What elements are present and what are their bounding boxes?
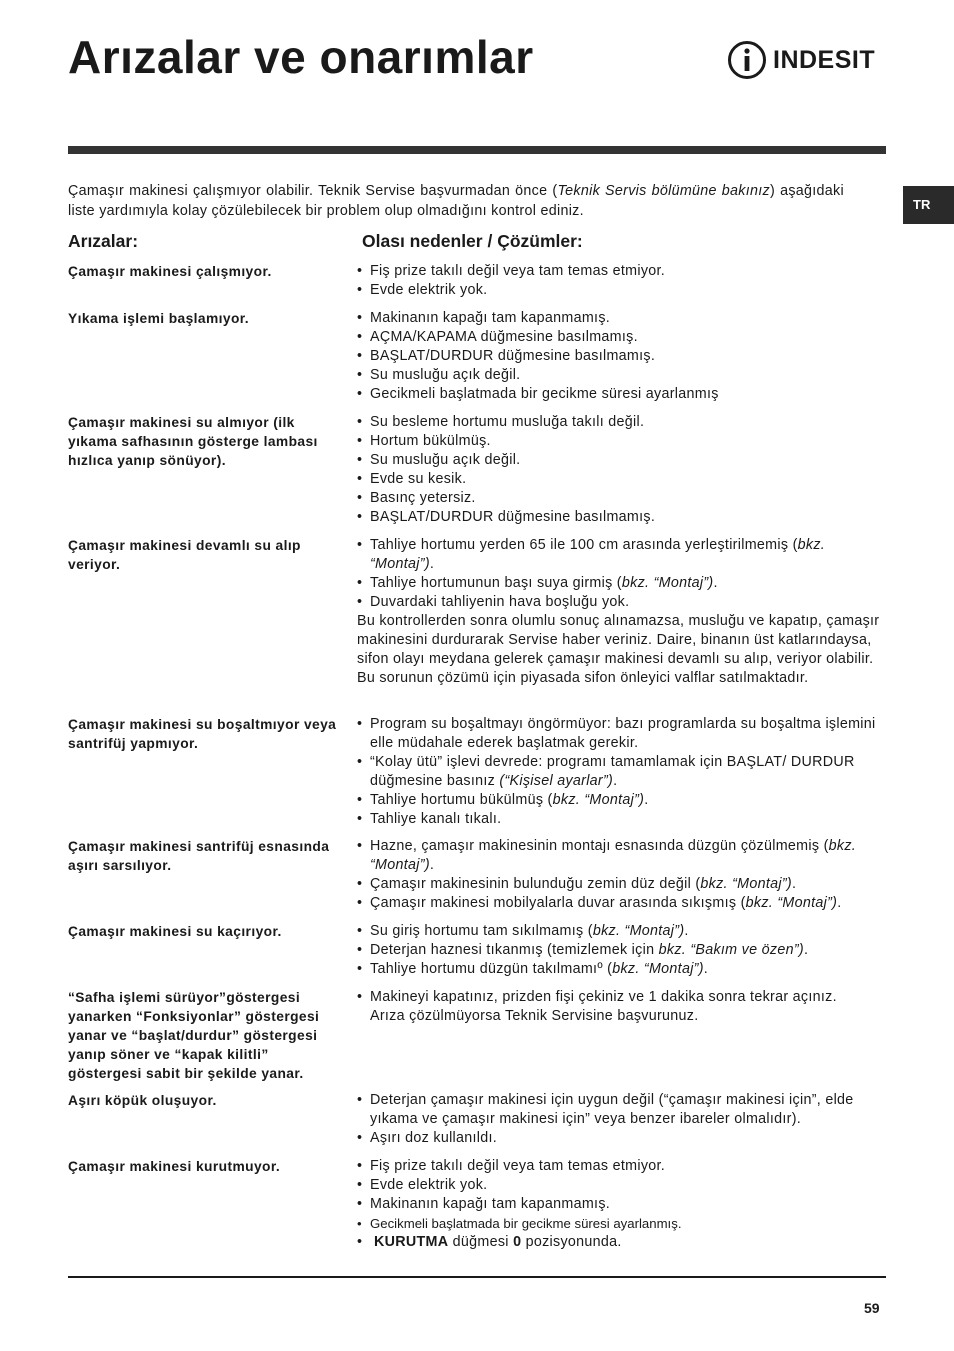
footer-rule [68, 1276, 886, 1278]
cause-item: • Tahliye kanalı tıkalı. [357, 810, 887, 829]
fault-description: “Safha işlemi sürüyor”göstergesi yanarken “Fonksiyonlar” göstergesi yanar ve “başlat/durdur” göstergesi yanıp söner ve “kapak kilitli” göstergesi sabit bir şekilde yanar. [68, 990, 320, 1081]
cause-item: • Hortum bükülmüş. [357, 432, 887, 451]
fault-description: Aşırı köpük oluşuyor. [68, 1093, 217, 1108]
cause-list [357, 988, 887, 1026]
cause-item: • Tahliye hortumu yerden 65 ile 100 cm arasında yerleştirilmemiş (bkz. “Montaj”). [357, 536, 887, 574]
cause-item: • Makinanın kapağı tam kapanmamış. [357, 1195, 887, 1214]
cause-item: • “Kolay ütü” işlevi devrede: programı tamamlamak için BAŞLAT/ DURDUR düğmesine basınız (“Kişisel ayarlar”). [357, 753, 887, 791]
cause-note: Arıza çözülmüyorsa Teknik Servisine başvurunuz. [370, 1008, 699, 1024]
fault-description: Yıkama işlemi başlamıyor. [68, 311, 250, 326]
cause-item: • Gecikmeli başlatmada bir gecikme süresi ayarlanmış [357, 385, 887, 404]
page-title: Arızalar ve onarımlar [68, 31, 534, 83]
cause-item: • Evde elektrik yok. [357, 1176, 887, 1195]
causes-heading: Olası nedenler / Çözümler: [362, 231, 583, 251]
cause-item: • Tahliye hortumu bükülmüş (bkz. “Montaj”). [357, 791, 887, 810]
language-tab: TR [903, 186, 954, 224]
cause-item: • Makineyi kapatınız, prizden fişi çekiniz ve 1 dakika sonra tekrar açınız. [357, 988, 887, 1007]
intro-paragraph: Çamaşır makinesi çalışmıyor olabilir. Teknik Servise başvurmadan önce (Teknik Servis bölümüne bakınız) aşağıdaki liste yardımıyla kolay çözülebilecek bir problem olup olmadığını kontrol ediniz. [68, 183, 844, 219]
brand-logo [727, 40, 875, 80]
indesit-i-icon [727, 40, 767, 80]
cause-item: • Su musluğu açık değil. [357, 451, 887, 470]
cause-item: • Duvardaki tahliyenin hava boşluğu yok. [357, 593, 887, 612]
cause-item: • BAŞLAT/DURDUR düğmesine basılmamış. [357, 508, 887, 527]
cause-item: • AÇMA/KAPAMA düğmesine basılmamış. [357, 328, 887, 347]
fault-description: Çamaşır makinesi kurutmuyor. [68, 1159, 281, 1174]
page-number: 59 [864, 1300, 880, 1316]
cause-list [357, 309, 887, 404]
fault-description: Çamaşır makinesi su almıyor (ilk yıkama safhasının gösterge lambası hızlıca yanıp sönüyor). [68, 415, 318, 468]
cause-item: • Aşırı doz kullanıldı. [357, 1129, 887, 1148]
cause-item: • Basınç yetersiz. [357, 489, 887, 508]
cause-list [357, 262, 887, 300]
cause-item: • KURUTMA düğmesi 0 pozisyonunda. [357, 1233, 887, 1252]
header-rule [68, 146, 886, 154]
cause-item: • Deterjan çamaşır makinesi için uygun değil (“çamaşır makinesi için”, elde yıkama ve çamaşır makinesi için” veya benzer ibareler olmalıdır). [357, 1091, 887, 1129]
cause-note: Bu kontrollerden sonra olumlu sonuç alınamazsa, musluğu ve kapatıp, çamaşır makinesini durdurarak Servise haber veriniz. Daire, binanın üst katlarındaysa, sifon olayı meydana gelerek çamaşır makinesi devamlı su alıp, veriyor olabilir. Bu sorunun çözümü için piyasada sifon önleyici valflar satılmaktadır. [357, 613, 880, 686]
faults-heading: Arızalar: [68, 231, 139, 251]
cause-item: • Su giriş hortumu tam sıkılmamış (bkz. “Montaj”). [357, 922, 887, 941]
fault-description: Çamaşır makinesi su boşaltmıyor veya santrifüj yapmıyor. [68, 717, 337, 751]
cause-item: • Fiş prize takılı değil veya tam temas etmiyor. [357, 1157, 887, 1176]
fault-description: Çamaşır makinesi santrifüj esnasında aşırı sarsılıyor. [68, 839, 330, 873]
cause-item: • Evde su kesik. [357, 470, 887, 489]
fault-description: Çamaşır makinesi devamlı su alıp veriyor. [68, 538, 301, 572]
cause-item: • Su musluğu açık değil. [357, 366, 887, 385]
cause-item: • Program su boşaltmayı öngörmüyor: bazı programlarda su boşaltma işlemini elle müdahale ederek başlatmak gerekir. [357, 715, 887, 753]
cause-item: • Hazne, çamaşır makinesinin montajı esnasında düzgün çözülmemiş (bkz. “Montaj”). [357, 837, 887, 875]
fault-description: Çamaşır makinesi su kaçırıyor. [68, 924, 282, 939]
cause-item: • Su besleme hortumu musluğa takılı değil. [357, 413, 887, 432]
cause-item: • BAŞLAT/DURDUR düğmesine basılmamış. [357, 347, 887, 366]
cause-list [357, 715, 887, 829]
cause-list [357, 837, 887, 913]
cause-list [357, 413, 887, 527]
cause-item: • Tahliye hortumu düzgün takılmamıº (bkz. “Montaj”). [357, 960, 887, 979]
cause-item: • Evde elektrik yok. [357, 281, 887, 300]
cause-list [357, 1091, 887, 1148]
cause-list [357, 922, 887, 979]
cause-item: • Fiş prize takılı değil veya tam temas etmiyor. [357, 262, 887, 281]
brand-name: INDESIT [773, 45, 876, 74]
cause-item: • Gecikmeli başlatmada bir gecikme süresi ayarlanmış. [357, 1214, 887, 1233]
cause-item: • Çamaşır makinesi mobilyalarla duvar arasında sıkışmış (bkz. “Montaj”). [357, 894, 887, 913]
cause-item: • Deterjan haznesi tıkanmış (temizlemek için bkz. “Bakım ve özen”). [357, 941, 887, 960]
cause-item: • Makinanın kapağı tam kapanmamış. [357, 309, 887, 328]
cause-item: • Çamaşır makinesinin bulunduğu zemin düz değil (bkz. “Montaj”). [357, 875, 887, 894]
fault-description: Çamaşır makinesi çalışmıyor. [68, 264, 272, 279]
cause-item: • Tahliye hortumunun başı suya girmiş (bkz. “Montaj”). [357, 574, 887, 593]
cause-list [357, 536, 887, 688]
cause-list [357, 1157, 887, 1252]
